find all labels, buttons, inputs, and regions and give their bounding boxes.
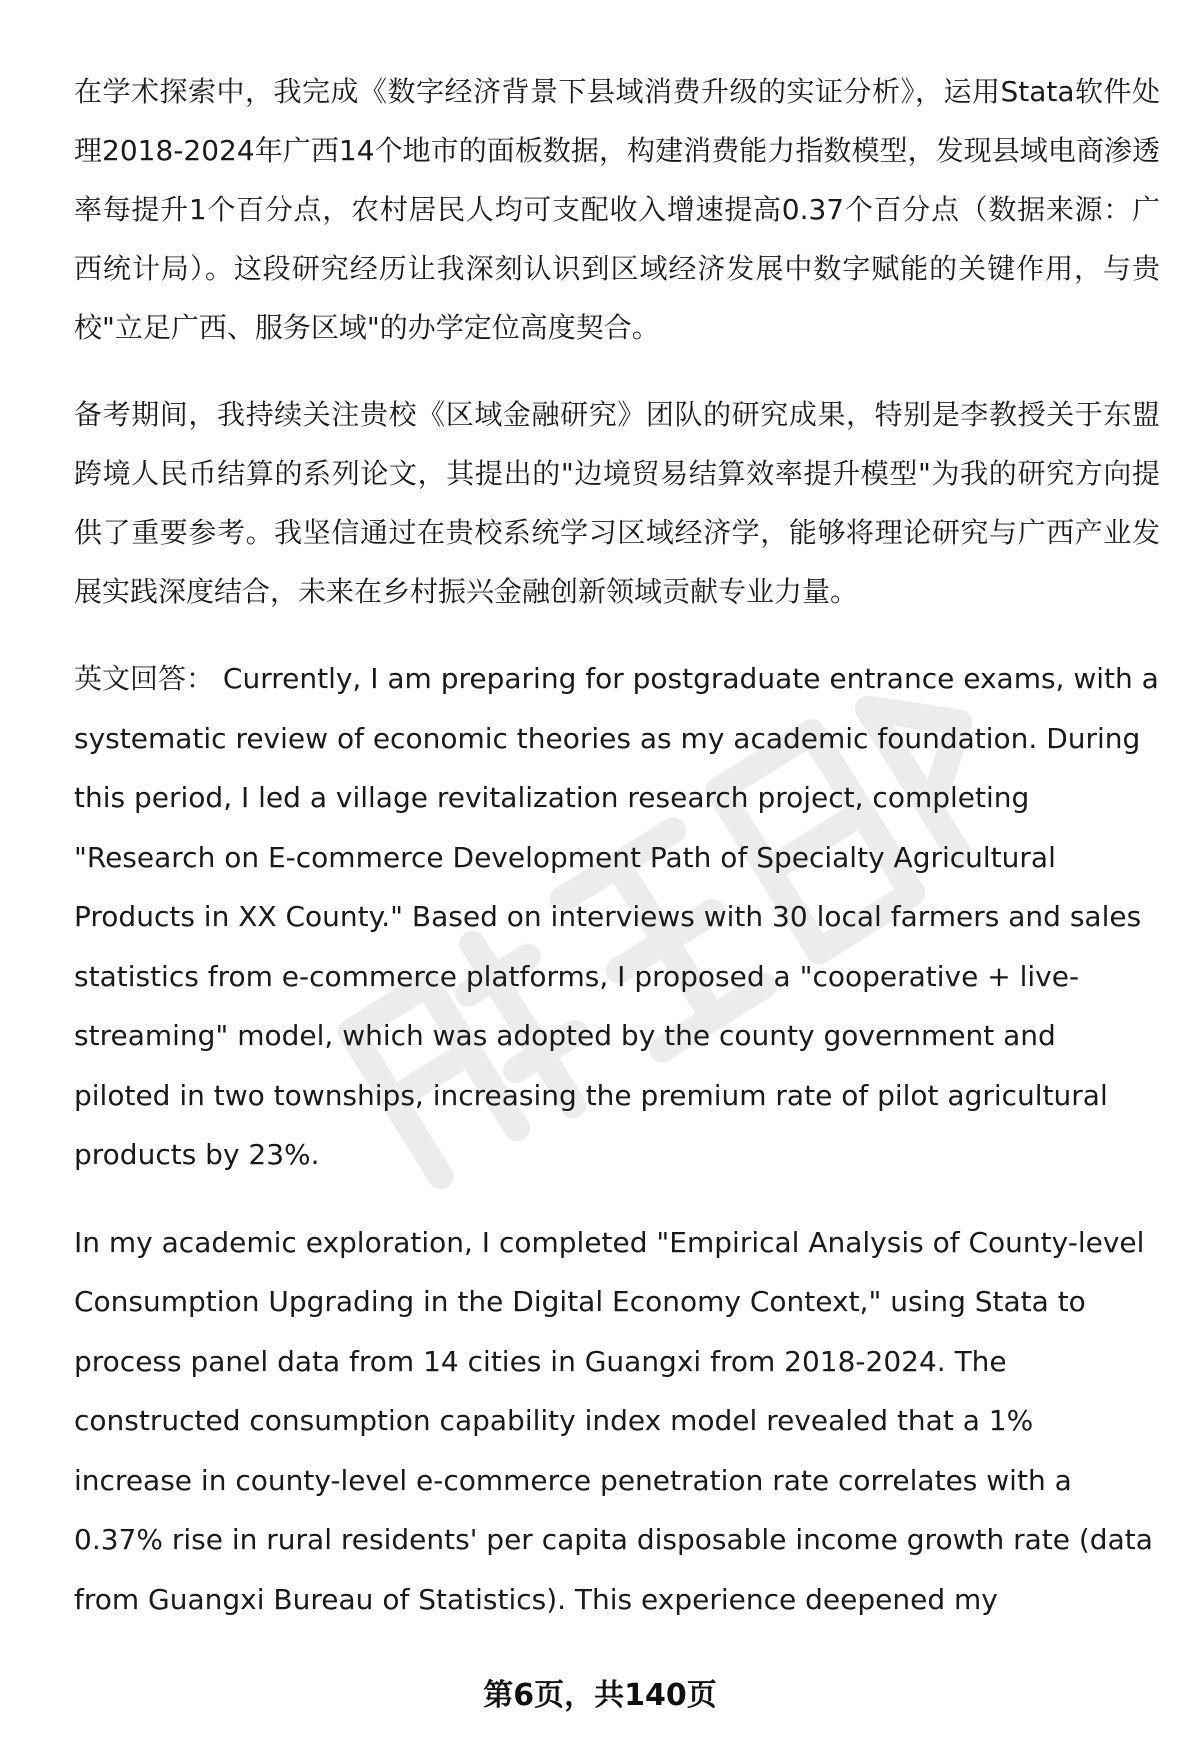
page-number-footer: 第6页，共140页 <box>483 1678 717 1713</box>
paragraph-exam-preparation-cn: 备考期间，我持续关注贵校《区域金融研究》团队的研究成果，特别是李教授关于东盟跨境人民币结算的系列论文，其提出的"边境贸易结算效率提升模型"为我的研究方向提供了重要参考。我坚信通过在贵校系统学习区域经济学，能够将理论研究与广西产业发展实践深度结合，未来在乡村振兴金融创新领域贡献专业力量。 <box>74 398 1160 608</box>
paragraph-academic-exploration-cn: 在学术探索中，我完成《数字经济背景下县域消费升级的实证分析》，运用Stata软件处理2018-2024年广西14个地市的面板数据，构建消费能力指数模型，发现县域电商渗透率每提升1个百分点，农村居民人均可支配收入增速提高0.37个百分点（数据来源：广西统计局）。这段研究经历让我深刻认识到区域经济发展中数字赋能的关键作用，与贵校"立足广西、服务区域"的办学定位高度契合。 <box>74 75 1160 344</box>
document-body <box>74 62 1160 1657</box>
paragraph-academic-exploration-en: In my academic exploration, I completed "Empirical Analysis of County-level Consumption Upgrading in the Digital Economy Context," using Stata to process panel data from 14 cities in Guangxi from 2018-2024. The constructed consumption capability index model revealed that a 1% increase in county-level e-commerce penetration rate correlates with a 0.37% rise in rural residents' per capita disposable income growth rate (data from Guangxi Bureau of Statistics). This experience deepened my <box>74 1225 1153 1616</box>
paragraph-english-answer: 英文回答： Currently, I am preparing for postgraduate entrance exams, with a systematic review of economic theories as my academic foundation. During this period, I led a village revitalization research project, completing "Research on E-commerce Development Path of Specialty Agricultural Products in XX County." Based on interviews with 30 local farmers and sales statistics from e-commerce platforms, I proposed a "cooperative + live-streaming" model, which was adopted by the county government and piloted in two townships, increasing the premium rate of pilot agricultural products by 23%. <box>74 662 1159 1171</box>
